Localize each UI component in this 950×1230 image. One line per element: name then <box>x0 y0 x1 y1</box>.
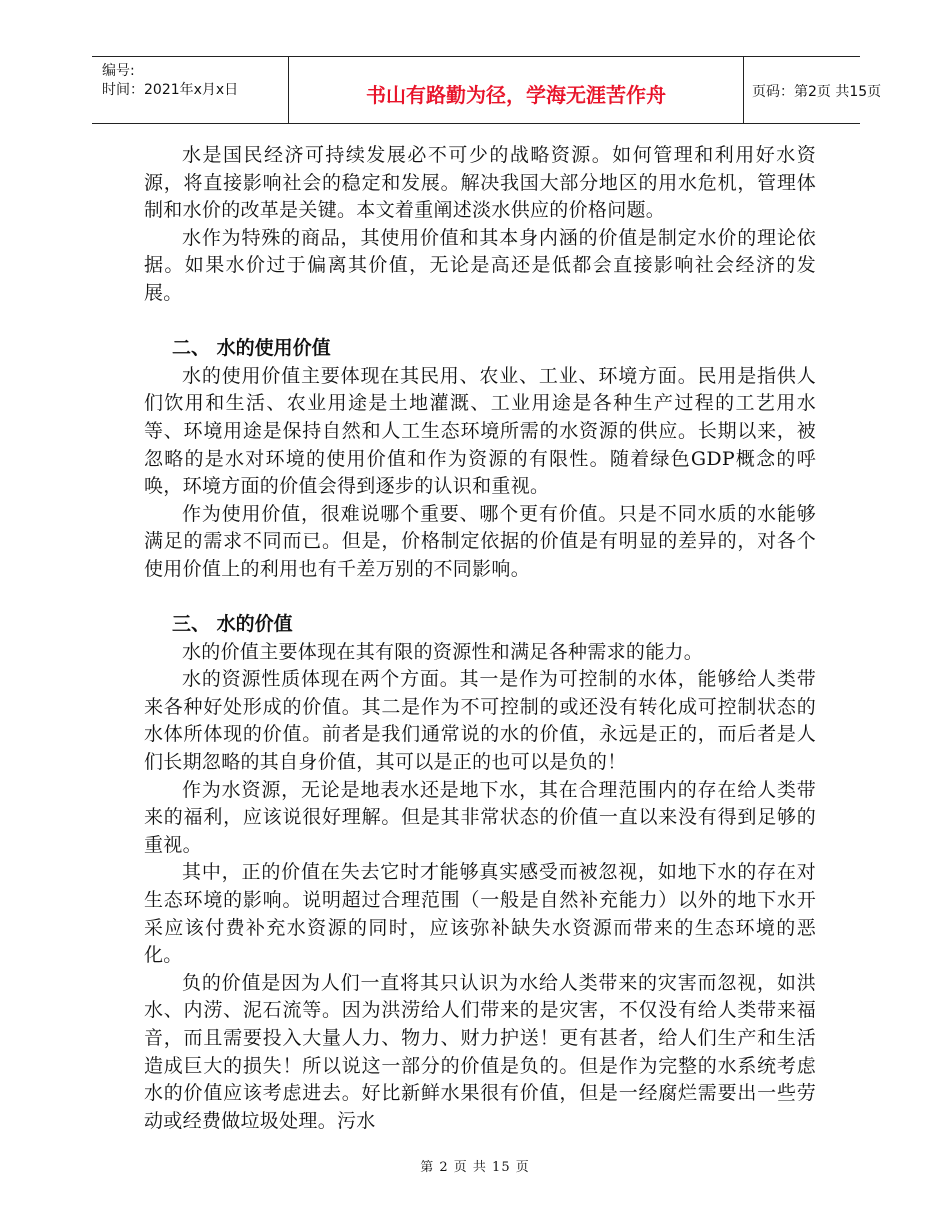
paragraph-resource-nature: 水的资源性质体现在两个方面。其一是作为可控制的水体，能够给人类带来各种好处形成的价值。其二是作为不可控制的或还没有转化成可控制状态的水体所体现的价值。前者是我们通常说的水的价值，永远是正的，而后者是人们长期忽略的其自身价值，其可以是正的也可以是负的！ <box>144 668 816 774</box>
paragraph-use-value-diff: 作为使用价值，很难说哪个重要、哪个更有价值。只是不同水质的水能够满足的需求不同而已。但是，价格制定依据的价值是有明显的差异的，对各个使用价值上的利用也有千差万别的不同影响。 <box>144 502 816 580</box>
document-time-label: 时间：2021年x月x日 <box>102 82 239 98</box>
paragraph-positive-value: 其中，正的价值在失去它时才能够真实感受而被忽视，如地下水的存在对生态环境的影响。说明超过合理范围（一般是自然补充能力）以外的地下水开采应该付费补充水资源的同时，应该弥补缺失水资源而带来的生态环境的恶化。 <box>144 861 816 967</box>
section-heading-value: 三、 水的价值 <box>172 613 293 636</box>
header-page-info: 页码：第2页 共15页 <box>752 84 882 100</box>
spacer <box>144 308 816 336</box>
document-number-label: 编号: <box>102 63 135 79</box>
page-header <box>92 56 882 124</box>
section-heading-use-value: 二、 水的使用价值 <box>172 337 331 360</box>
document-body <box>144 142 816 1135</box>
paragraph-use-value: 水的使用价值主要体现在其民用、农业、工业、环境方面。民用是指供人们饮用和生活、农业用途是土地灌溉、工业用途是各种生产过程的工艺用水等、环境用途是保持自然和人工生态环境所需的水资源的供应。长期以来，被忽略的是水对环境的使用价值和作为资源的有限性。随着绿色GDP概念的呼唤，环境方面的价值会得到逐步的认识和重视。 <box>144 364 816 498</box>
paragraph-water-resource: 作为水资源，无论是地表水还是地下水，其在合理范围内的存在给人类带来的福利，应该说很好理解。但是其非常状态的价值一直以来没有得到足够的重视。 <box>144 778 816 856</box>
header-motto: 书山有路勤为径，学海无涯苦作舟 <box>366 83 666 107</box>
page-footer: 第 2 页 共 15 页 <box>420 1160 530 1175</box>
paragraph-value-summary: 水的价值主要体现在其有限的资源性和满足各种需求的能力。 <box>182 640 704 663</box>
paragraph-negative-value: 负的价值是因为人们一直将其只认识为水给人类带来的灾害而忽视，如洪水、内涝、泥石流等。因为洪涝给人们带来的是灾害，不仅没有给人类带来福音，而且需要投入大量人力、物力、财力护送！更有甚者，给人们生产和生活造成巨大的损失！所以说这一部分的价值是负的。但是作为完整的水系统考虑水的价值应该考虑进去。好比新鲜水果很有价值，但是一经腐烂需要出一些劳动或经费做垃圾处理。污水 <box>144 971 816 1132</box>
paragraph-price-basis: 水作为特殊的商品，其使用价值和其本身内涵的价值是制定水价的理论依据。如果水价过于偏离其价值，无论是高还是低都会直接影响社会经济的发展。 <box>144 226 816 304</box>
spacer <box>144 584 816 612</box>
header-page-cell <box>742 57 882 123</box>
paragraph-intro: 水是国民经济可持续发展必不可少的战略资源。如何管理和利用好水资源，将直接影响社会的稳定和发展。解决我国大部分地区的用水危机，管理体制和水价的改革是关键。本文着重阐述淡水供应的价格问题。 <box>144 144 816 222</box>
header-meta-cell <box>92 57 288 123</box>
header-motto-cell <box>288 57 744 123</box>
